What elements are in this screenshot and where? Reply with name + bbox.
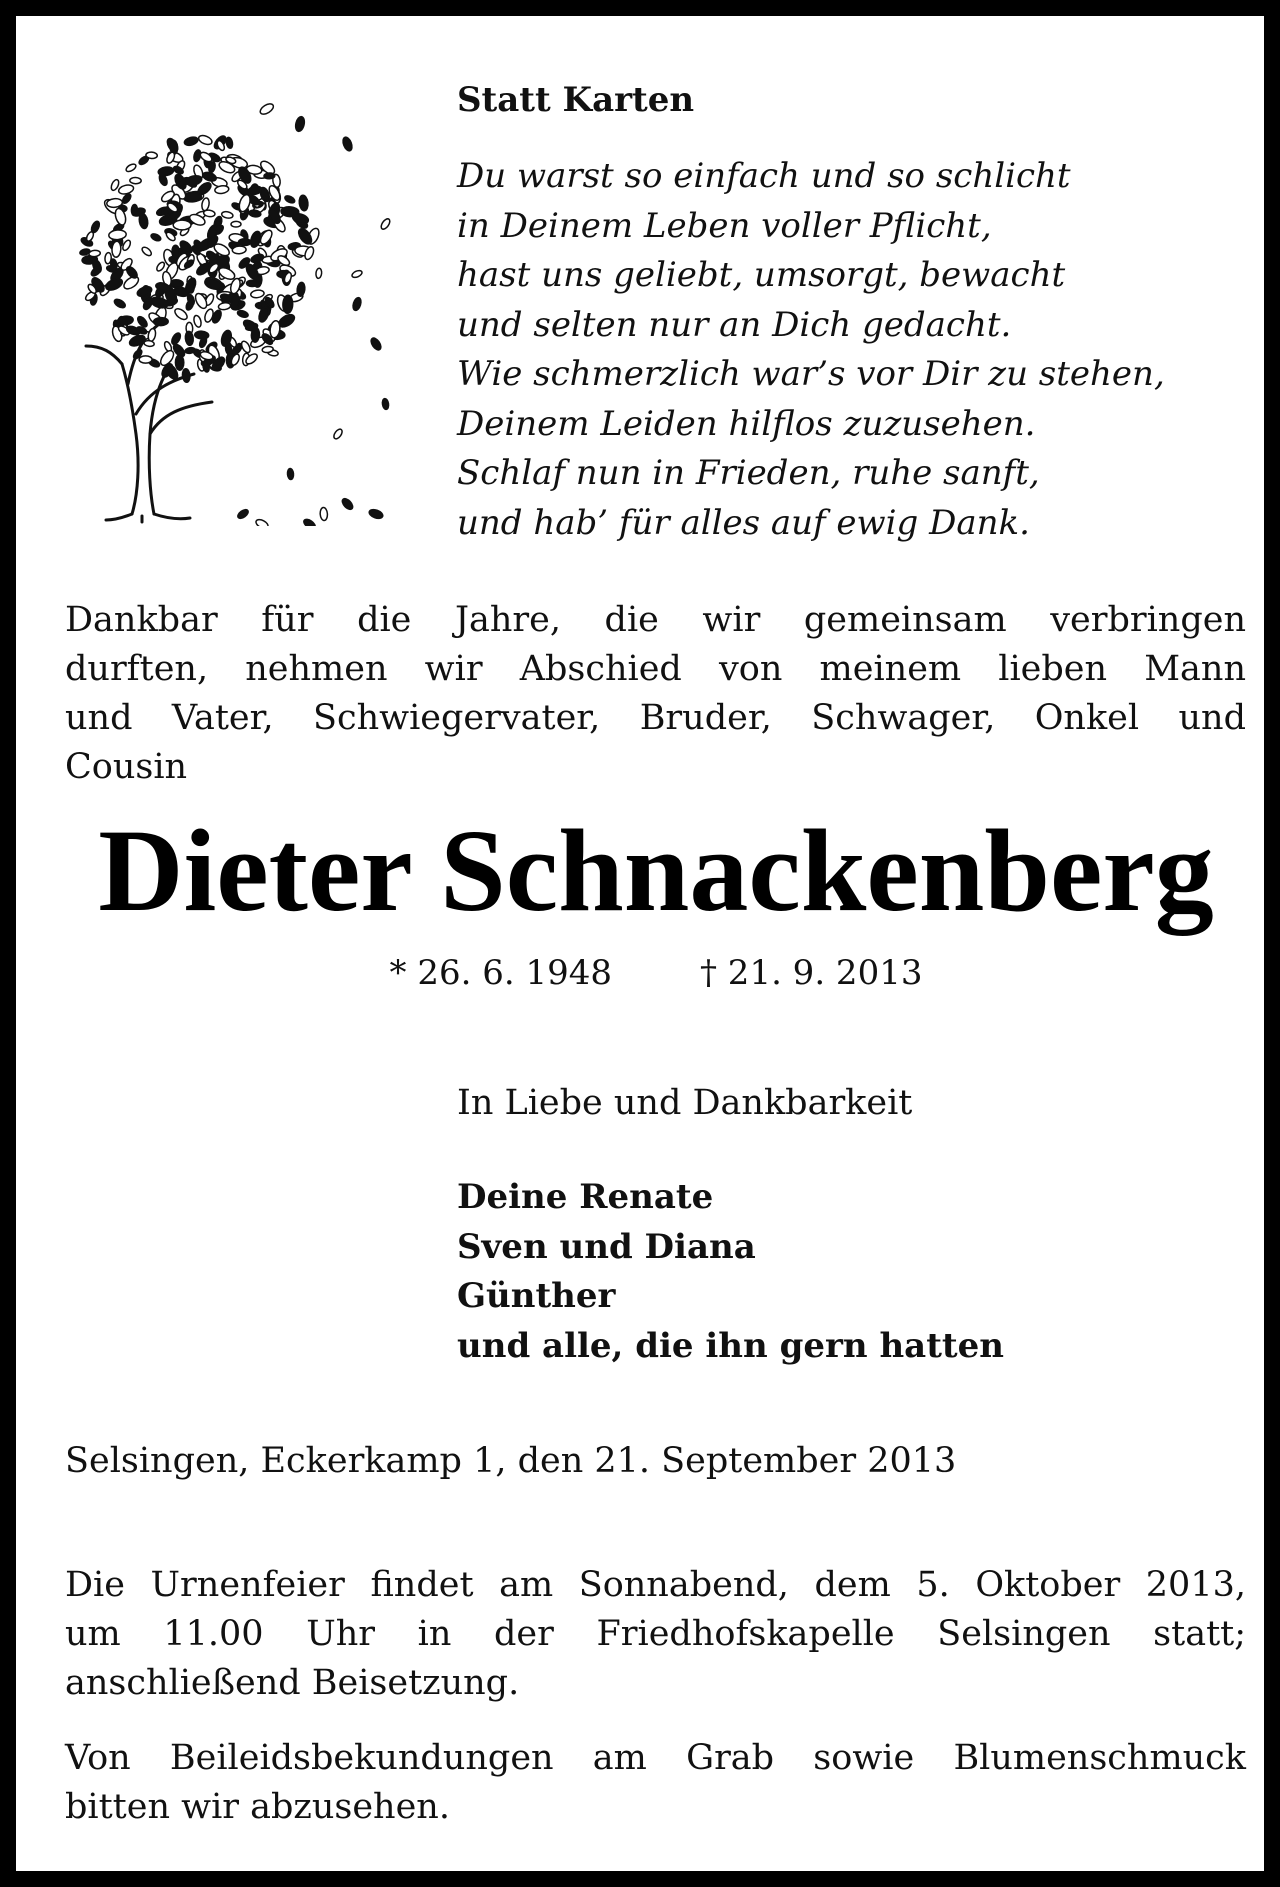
ceremony-line: anschließend Beisetzung. <box>65 1663 520 1703</box>
ceremony-line: um 11.00 Uhr in der Friedhofskapelle Selsingen statt; <box>65 1614 1246 1654</box>
poem <box>457 152 1257 548</box>
intro-line: Dankbar für die Jahre, die wir gemeinsam verbringen <box>65 600 1246 640</box>
signer: Sven und Diana <box>457 1226 756 1267</box>
signer: Deine Renate <box>457 1177 714 1217</box>
poem-line: Wie schmerzlich war’s vor Dir zu stehen, <box>457 354 1165 394</box>
tree-with-falling-leaves-icon <box>62 84 412 526</box>
signers-list <box>457 1173 1004 1371</box>
intro-paragraph <box>65 596 1246 792</box>
poem-line: Deinem Leiden hilflos zuzusehen. <box>457 403 1036 444</box>
signer: Günther <box>457 1276 616 1316</box>
ceremony-paragraph <box>65 1561 1246 1708</box>
life-dates <box>16 953 1280 993</box>
signature-intro: In Liebe und Dankbarkeit <box>457 1083 913 1123</box>
poem-line: Du warst so einfach und so schlicht <box>457 156 1071 196</box>
intro-line: durften, nehmen wir Abschied von meinem lieben Mann <box>65 649 1246 689</box>
place-and-date: Selsingen, Eckerkamp 1, den 21. September 2013 <box>65 1441 957 1481</box>
poem-line: hast uns geliebt, umsorgt, bewacht <box>457 255 1066 295</box>
poem-line: in Deinem Leben voller Pflicht, <box>457 205 992 246</box>
intro-line: und Vater, Schwiegervater, Bruder, Schwager, Onkel und <box>65 698 1246 738</box>
birth-date: * 26. 6. 1948 <box>389 953 612 993</box>
condolence-line: bitten wir abzusehen. <box>65 1787 450 1827</box>
death-date: † 21. 9. 2013 <box>700 953 923 993</box>
poem-line: und hab’ für alles auf ewig Dank. <box>457 502 1030 543</box>
poem-line: und selten nur an Dich gedacht. <box>457 304 1012 345</box>
condolence-line: Von Beileidsbekundungen am Grab sowie Blumenschmuck <box>65 1738 1246 1778</box>
ceremony-line: Die Urnenfeier findet am Sonnabend, dem 5. Oktober 2013, <box>65 1565 1246 1605</box>
intro-line: Cousin <box>65 747 188 787</box>
heading-statt-karten: Statt Karten <box>457 80 695 120</box>
deceased-name: Dieter Schnackenberg <box>98 805 1214 936</box>
signer: und alle, die ihn gern hatten <box>457 1325 1004 1366</box>
poem-line: Schlaf nun in Frieden, ruhe sanft, <box>457 453 1040 493</box>
condolence-paragraph <box>65 1734 1246 1832</box>
